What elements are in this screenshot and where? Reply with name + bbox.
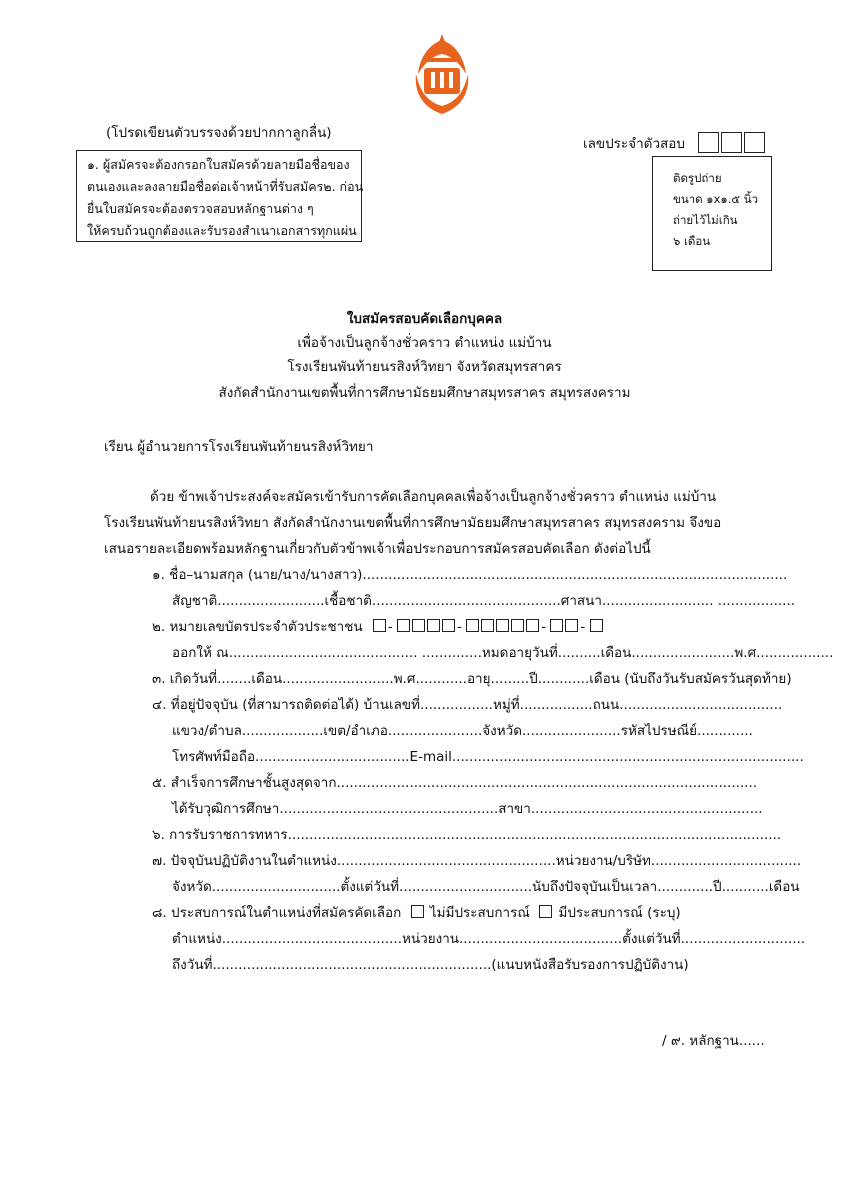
photo-note: ๖ เดือน — [673, 234, 711, 248]
has-experience-checkbox[interactable] — [539, 905, 552, 918]
field-job-period[interactable]: จังหวัด..............................ตั้งแต่วันที่...............................นับถึงปัจจุบันเป็นเวลา.............ปี...........เดือน — [172, 879, 800, 895]
office-name: สังกัดสำนักงานเขตพื้นที่การศึกษามัธยมศึกษาสมุทรสาคร สมุทรสงคราม — [218, 385, 631, 401]
field-military[interactable]: ๖. การรับราชการทหาร................................................................................................................... — [152, 827, 782, 843]
field-exp-until[interactable]: ถึงวันที่.................................................................(แนบหนังสือรับรองการปฏิบัติงาน) — [172, 957, 689, 973]
field-id-issued[interactable]: ออกให้ ณ............................................ ..............หมดอายุวันที่..........เดือน........................พ.ศ.................. — [172, 645, 834, 661]
field-phone-email[interactable]: โทรศัพท์มือถือ....................................E-mail.................................................................................. — [172, 749, 804, 765]
form-subtitle: เพื่อจ้างเป็นลูกจ้างชั่วคราว ตำแหน่ง แม่บ้าน — [297, 335, 552, 351]
field-address[interactable]: ๔. ที่อยู่ปัจจุบัน (ที่สามารถติดต่อได้) บ้านเลขที่.................หมู่ที่.................ถนน...................................... — [152, 697, 783, 713]
field-exp-position[interactable]: ตำแหน่ง..........................................หน่วยงาน......................................ตั้งแต่วันที่............................. — [172, 931, 806, 947]
notice-box — [76, 150, 362, 242]
notice-line: ให้ครบถ้วนถูกต้องและรับรองสำเนาเอกสารทุกแผ่น — [87, 223, 357, 238]
exam-id-box[interactable] — [721, 132, 742, 153]
id-card-boxes[interactable]: - - - - — [373, 619, 605, 635]
exam-id-label: เลขประจำตัวสอบ — [583, 136, 685, 152]
notice-line: ๑. ผู้สมัครจะต้องกรอกใบสมัครด้วยลายมือชื่อของ — [87, 157, 350, 172]
no-experience-label: ไม่มีประสบการณ์ — [429, 905, 530, 921]
field-name[interactable]: ๑. ชื่อ–นามสกุล (นาย/นาง/นางสาว)................................................................................................... — [152, 567, 788, 583]
form-title: ใบสมัครสอบคัดเลือกบุคคล — [346, 311, 503, 327]
field-birthdate[interactable]: ๓. เกิดวันที่........เดือน..........................พ.ศ............อายุ.........ปี............เดือน (นับถึงวันรับสมัครวันสุดท้าย) — [152, 671, 792, 687]
intro-line: เสนอรายละเอียดพร้อมหลักฐานเกี่ยวกับตัวข้าพเจ้าเพื่อประกอบการสมัครสอบคัดเลือก ดังต่อไปนี้ — [104, 541, 651, 557]
notice-line: ตนเองและลงลายมือชื่อต่อเจ้าหน้าที่รับสมัคร๒. ก่อน — [87, 179, 364, 194]
field-id-card[interactable] — [152, 618, 605, 636]
no-experience-checkbox[interactable] — [411, 905, 424, 918]
photo-note: ถ่ายไว้ไม่เกิน — [673, 213, 738, 227]
photo-note: ขนาด ๑x๑.๕ นิ้ว — [673, 192, 759, 206]
has-experience-label: มีประสบการณ์ (ระบุ) — [558, 905, 681, 921]
notice-line: ยื่นใบสมัครจะต้องตรวจสอบหลักฐานต่าง ๆ — [87, 201, 314, 216]
field-current-job[interactable]: ๗. ปัจจุบันปฏิบัติงานในตำแหน่ง...................................................หน่วยงาน/บริษัท................................... — [152, 853, 802, 869]
exam-id-boxes — [698, 132, 767, 153]
field-degree[interactable]: ได้รับวุฒิการศึกษา...................................................สาขา...................................................... — [172, 801, 763, 817]
school-name: โรงเรียนพันท้ายนรสิงห์วิทยา จังหวัดสมุทรสาคร — [287, 359, 562, 375]
id-card-label: ๒. หมายเลขบัตรประจำตัวประชาชน — [152, 619, 363, 635]
exam-id-box[interactable] — [698, 132, 719, 153]
field-education[interactable]: ๕. สำเร็จการศึกษาชั้นสูงสุดจาก.................................................................................................. — [152, 775, 758, 791]
next-page-note: / ๙. หลักฐาน...... — [662, 1033, 765, 1049]
field-district[interactable]: แขวง/ตำบล...................เขต/อำเภอ......................จังหวัด.......................รหัสไปรษณีย์............. — [172, 723, 753, 739]
instruction-text: (โปรดเขียนตัวบรรจงด้วยปากกาลูกลื่น) — [106, 125, 332, 141]
photo-note: ติดรูปถ่าย — [673, 171, 722, 185]
intro-line: ด้วย ข้าพเจ้าประสงค์จะสมัครเข้ารับการคัดเลือกบุคคลเพื่อจ้างเป็นลูกจ้างชั่วคราว ตำแหน่ง แม่บ้าน — [150, 489, 717, 505]
experience-label: ๘. ประสบการณ์ในตำแหน่งที่สมัครคัดเลือก — [152, 905, 402, 921]
intro-line: โรงเรียนพันท้ายนรสิงห์วิทยา สังกัดสำนักงานเขตพื้นที่การศึกษามัธยมศึกษาสมุทรสาคร สมุทรสงคราม จึงขอ — [104, 515, 722, 531]
exam-id-box[interactable] — [744, 132, 765, 153]
field-nationality[interactable]: สัญชาติ.........................เชื้อชาติ............................................ศาสนา.......................... .................. — [172, 593, 796, 609]
salutation: เรียน ผู้อำนวยการโรงเรียนพันท้ายนรสิงห์วิทยา — [104, 439, 374, 455]
school-logo — [414, 34, 470, 116]
photo-placeholder[interactable] — [652, 156, 772, 271]
field-experience — [152, 904, 681, 922]
